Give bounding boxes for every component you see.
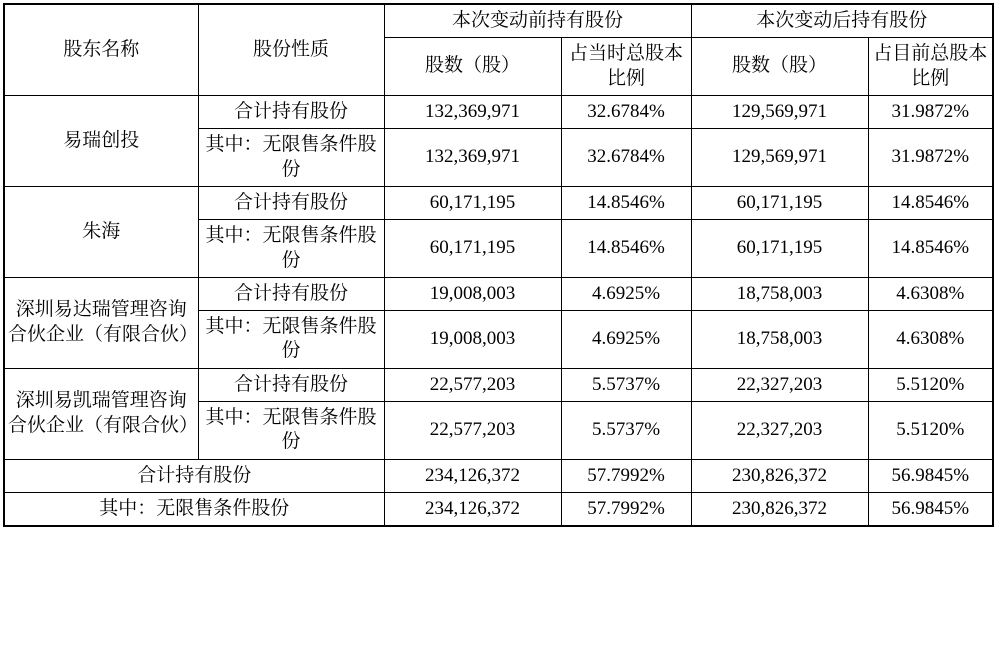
ratio-before-cell: 14.8546% xyxy=(561,186,691,219)
header-after-change-group: 本次变动后持有股份 xyxy=(691,4,993,38)
shares-before-cell: 60,171,195 xyxy=(384,220,561,278)
header-shares-before: 股数（股） xyxy=(384,38,561,96)
total-ratio-after-cell: 56.9845% xyxy=(868,459,993,492)
ratio-before-cell: 32.6784% xyxy=(561,129,691,187)
total-shares-before-cell: 234,126,372 xyxy=(384,493,561,527)
total-shares-after-cell: 230,826,372 xyxy=(691,459,868,492)
table-header xyxy=(4,4,993,95)
header-row-group xyxy=(4,4,993,38)
total-ratio-after-cell: 56.9845% xyxy=(868,493,993,527)
share-nature-cell: 其中：无限售条件股份 xyxy=(198,402,384,460)
ratio-after-cell: 14.8546% xyxy=(868,186,993,219)
header-ratio-after: 占目前总股本比例 xyxy=(868,38,993,96)
shareholder-name-cell: 易瑞创投 xyxy=(4,95,198,186)
header-shareholder-name: 股东名称 xyxy=(4,4,198,95)
shares-after-cell: 18,758,003 xyxy=(691,277,868,310)
shareholder-name-cell: 朱海 xyxy=(4,186,198,277)
shares-before-cell: 22,577,203 xyxy=(384,368,561,401)
ratio-after-cell: 4.6308% xyxy=(868,277,993,310)
shares-before-cell: 132,369,971 xyxy=(384,129,561,187)
shareholder-name-cell: 深圳易达瑞管理咨询合伙企业（有限合伙） xyxy=(4,277,198,368)
shares-after-cell: 18,758,003 xyxy=(691,311,868,369)
ratio-before-cell: 14.8546% xyxy=(561,220,691,278)
shares-after-cell: 22,327,203 xyxy=(691,402,868,460)
ratio-before-cell: 4.6925% xyxy=(561,311,691,369)
header-share-nature: 股份性质 xyxy=(198,4,384,95)
share-nature-cell: 合计持有股份 xyxy=(198,186,384,219)
ratio-after-cell: 31.9872% xyxy=(868,129,993,187)
table-row xyxy=(4,277,993,310)
share-nature-cell: 其中：无限售条件股份 xyxy=(198,220,384,278)
total-shares-before-cell: 234,126,372 xyxy=(384,459,561,492)
total-ratio-before-cell: 57.7992% xyxy=(561,459,691,492)
share-nature-cell: 其中：无限售条件股份 xyxy=(198,311,384,369)
header-before-change-group: 本次变动前持有股份 xyxy=(384,4,691,38)
total-row xyxy=(4,459,993,492)
shareholding-change-table xyxy=(3,3,994,527)
total-label-cell: 其中：无限售条件股份 xyxy=(4,493,384,527)
table-row xyxy=(4,368,993,401)
table-row xyxy=(4,95,993,128)
ratio-before-cell: 5.5737% xyxy=(561,368,691,401)
ratio-before-cell: 32.6784% xyxy=(561,95,691,128)
ratio-after-cell: 31.9872% xyxy=(868,95,993,128)
ratio-after-cell: 4.6308% xyxy=(868,311,993,369)
shares-after-cell: 129,569,971 xyxy=(691,95,868,128)
ratio-before-cell: 5.5737% xyxy=(561,402,691,460)
shares-after-cell: 129,569,971 xyxy=(691,129,868,187)
ratio-after-cell: 5.5120% xyxy=(868,368,993,401)
shares-before-cell: 22,577,203 xyxy=(384,402,561,460)
ratio-before-cell: 4.6925% xyxy=(561,277,691,310)
share-nature-cell: 其中：无限售条件股份 xyxy=(198,129,384,187)
total-row xyxy=(4,493,993,527)
header-ratio-before: 占当时总股本比例 xyxy=(561,38,691,96)
shares-after-cell: 60,171,195 xyxy=(691,220,868,278)
shares-before-cell: 60,171,195 xyxy=(384,186,561,219)
total-label-cell: 合计持有股份 xyxy=(4,459,384,492)
shares-after-cell: 22,327,203 xyxy=(691,368,868,401)
total-shares-after-cell: 230,826,372 xyxy=(691,493,868,527)
document-page xyxy=(0,3,995,649)
table-body xyxy=(4,95,993,526)
share-nature-cell: 合计持有股份 xyxy=(198,95,384,128)
ratio-after-cell: 5.5120% xyxy=(868,402,993,460)
shares-before-cell: 19,008,003 xyxy=(384,311,561,369)
share-nature-cell: 合计持有股份 xyxy=(198,277,384,310)
ratio-after-cell: 14.8546% xyxy=(868,220,993,278)
header-shares-after: 股数（股） xyxy=(691,38,868,96)
shares-before-cell: 132,369,971 xyxy=(384,95,561,128)
total-ratio-before-cell: 57.7992% xyxy=(561,493,691,527)
share-nature-cell: 合计持有股份 xyxy=(198,368,384,401)
shares-before-cell: 19,008,003 xyxy=(384,277,561,310)
shareholder-name-cell: 深圳易凯瑞管理咨询合伙企业（有限合伙） xyxy=(4,368,198,459)
shares-after-cell: 60,171,195 xyxy=(691,186,868,219)
table-row xyxy=(4,186,993,219)
